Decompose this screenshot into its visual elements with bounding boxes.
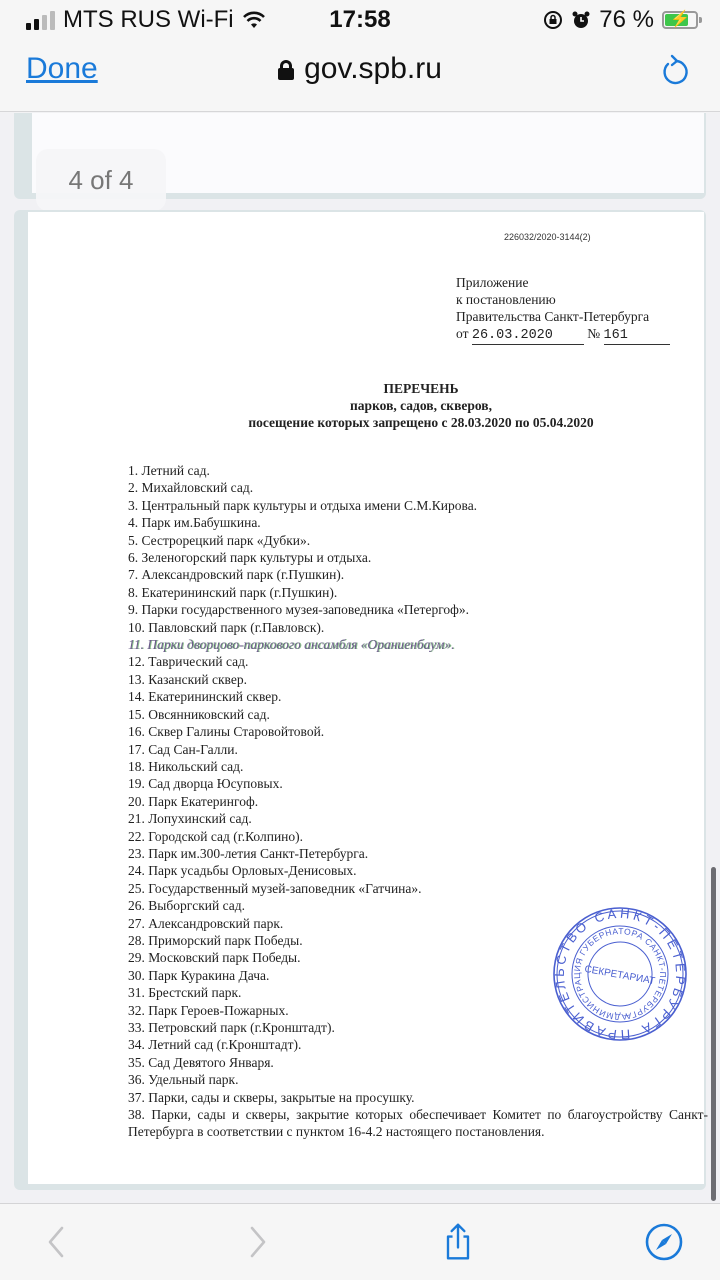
stamp-center-text: СЕКРЕТАРИАТ [583,963,656,988]
list-item: 31. Брестский парк. [128,985,242,1001]
compass-icon[interactable] [644,1222,684,1262]
list-item: 20. Парк Екатерингоф. [128,793,259,809]
list-item: 30. Парк Куракина Дача. [128,967,270,983]
svg-text:АДМИНИСТРАЦИЯ ГУБЕРНАТОРА САНК: АДМИНИСТРАЦИЯ ГУБЕРНАТОРА САНКТ-ПЕТЕРБУРГА [571,925,669,1023]
title-line-3: посещение которых запрещено с 28.03.2020 по 05.04.2020 [248,415,594,430]
number-label: № [587,326,601,341]
list-item: 21. Лопухинский сад. [128,811,252,827]
reload-icon[interactable] [660,54,690,88]
lock-icon [278,60,294,80]
list-item: 26. Выборгский сад. [128,898,245,914]
scrollbar[interactable] [711,867,716,1201]
title-line-2: парков, садов, скверов, [350,398,492,413]
orientation-lock-icon [543,10,563,30]
appendix-line-2: к постановлению [456,292,556,307]
appendix-line-3: Правительства Санкт-Петербурга [456,309,650,324]
chevron-left-icon[interactable] [38,1222,78,1262]
appendix-date-line [456,325,670,345]
list-item: 2. Михайловский сад. [128,480,254,496]
list-item: 4. Парк им.Бабушкина. [128,515,261,531]
list-item: 27. Александровский парк. [128,915,284,931]
list-item: 38. Парки, сады и скверы, закрытие которых обеспечивает Комитет по благоустройству Санкт-Петербурга в соответствии с пунктом 16-4.2 настоящего постановления. [128,1107,708,1140]
page-paper [28,212,708,1184]
share-icon[interactable] [438,1222,478,1262]
list-item: 16. Сквер Галины Старовойтовой. [128,724,325,740]
list-item: 11. Парки дворцово-паркового ансамбля «Ораниенбаум». [128,637,455,653]
decree-number: 161 [604,327,670,345]
from-label: от [456,326,469,341]
list-item: 28. Приморский парк Победы. [128,932,303,948]
appendix-line-1: Приложение [456,275,529,290]
list-item: 25. Государственный музей-заповедник «Гатчина». [128,880,422,896]
done-button[interactable]: Done [26,52,98,85]
alarm-icon [571,10,591,30]
status-bar [0,0,720,40]
list-item: 24. Парк усадьбы Орловых-Денисовых. [128,863,357,879]
url-text: gov.spb.ru [304,52,442,85]
list-item: 7. Александровский парк (г.Пушкин). [128,567,345,583]
appendix-header [456,274,670,345]
list-item: 35. Сад Девятого Января. [128,1054,274,1070]
list-item: 6. Зеленогорский парк культуры и отдыха. [128,550,372,566]
document-title [28,380,704,431]
svg-text:ПРАВИТЕЛЬСТВО САНКТ-ПЕТЕРБУРГА: ПРАВИТЕЛЬСТВО САНКТ-ПЕТЕРБУРГА [551,905,689,1043]
document-page [14,210,706,1190]
list-item: 5. Сестрорецкий парк «Дубки». [128,532,311,548]
list-item: 32. Парк Героев-Пожарных. [128,1002,289,1018]
list-item: 33. Петровский парк (г.Кронштадт). [128,1020,335,1035]
list-item: 37. Парки, сады и скверы, закрытые на просушку. [128,1089,415,1105]
battery-charging-icon: ⚡ [662,11,698,29]
official-stamp [550,904,690,1044]
list-item: 29. Московский парк Победы. [128,950,301,966]
list-item: 22. Городской сад (г.Колпино). [128,828,304,844]
list-item: 15. Овсянниковский сад. [128,706,270,722]
list-item: 18. Никольский сад. [128,758,244,774]
document-number: 226032/2020-3144(2) [504,232,591,242]
document-viewer[interactable] [0,113,720,1203]
list-item: 3. Центральный парк культуры и отдыха имени С.М.Кирова. [128,497,478,513]
decree-date: 26.03.2020 [472,327,584,345]
list-item: 14. Екатерининский сквер. [128,689,282,705]
list-item: 23. Парк им.300-летия Санкт-Петербурга. [128,845,369,861]
nav-bar [0,40,720,112]
list-item: 1. Летний сад. [128,463,210,478]
list-item: 36. Удельный парк. [128,1072,239,1088]
list-item: 9. Парки государственного музея-заповедника «Петергоф». [128,602,470,618]
battery-percent: 76 % [599,6,654,33]
page-indicator: 4 of 4 [36,149,166,211]
list-item: 8. Екатерининский парк (г.Пушкин). [128,584,338,600]
list-item: 12. Таврический сад. [128,654,249,670]
status-right [543,6,698,34]
carrier-label: MTS RUS Wi-Fi [63,6,234,33]
list-item: 17. Сад Сан-Галли. [128,741,238,757]
url-display[interactable] [0,52,720,86]
title-line-1: ПЕРЕЧЕНЬ [383,381,459,396]
clock: 17:58 [329,6,391,33]
list-item: 13. Казанский сквер. [128,671,247,687]
list-item: 19. Сад дворца Юсуповых. [128,776,283,792]
chevron-right-icon[interactable] [236,1222,276,1262]
bottom-toolbar [0,1203,720,1280]
list-item: 34. Летний сад (г.Кронштадт). [128,1037,302,1053]
list-item: 10. Павловский парк (г.Павловск). [128,619,325,635]
